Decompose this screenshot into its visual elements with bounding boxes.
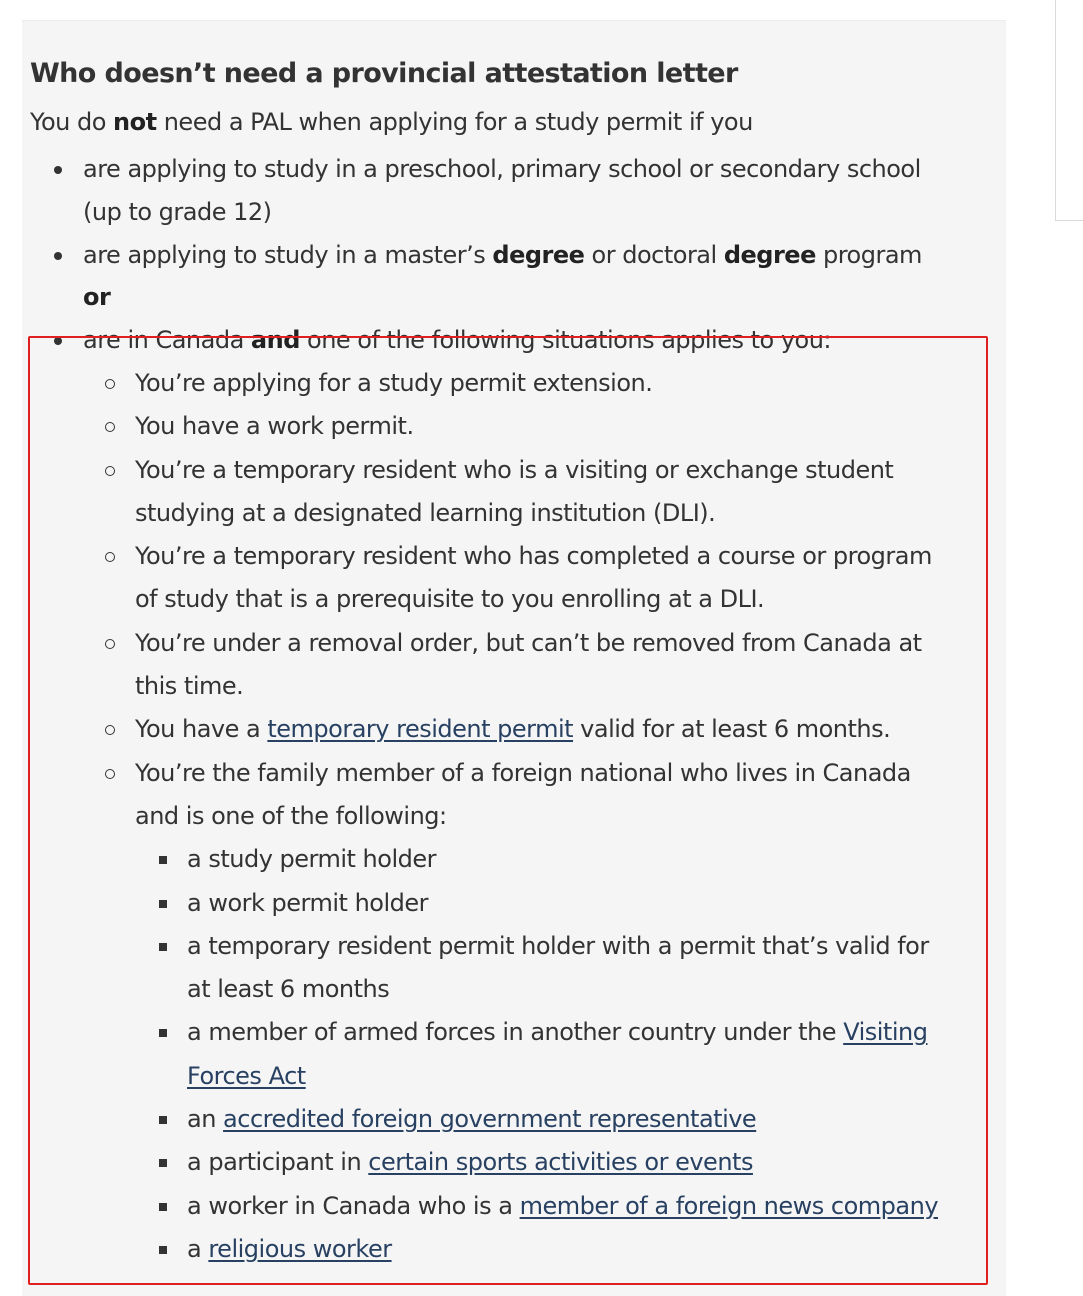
item-text [83,276,990,319]
text-part: or doctoral [584,240,724,269]
item-text: You’re a temporary resident who is a visiting or exchange student [135,455,894,484]
bullet-dot-icon [54,337,62,345]
item-text: this time. [135,672,244,701]
text-part: a [187,1234,209,1263]
circle-bullet-icon [105,422,115,432]
text-part: are applying to study in a master’s [83,240,493,269]
family-member-list [135,838,990,1271]
circle-bullet-icon [105,466,115,476]
text-part: a worker in Canada who is a [187,1191,520,1220]
text-part: a participant in [187,1148,369,1177]
situation-item [83,362,990,405]
item-text: a temporary resident permit holder with a permit that’s valid for [187,931,929,960]
situation-item [83,708,990,751]
intro-strong: not [113,108,157,136]
square-bullet-icon [159,1203,167,1211]
section-heading: Who doesn’t need a provincial attestation letter [30,58,738,89]
intro-after: need a PAL when applying for a study permit if you [156,108,753,136]
item-text [83,319,990,362]
item-text: You have a work permit. [135,412,414,441]
list-item-in-canada [30,319,990,1271]
text-part: valid for at least 6 months. [573,715,891,744]
item-text: of study that is a prerequisite to you enrolling at a DLI. [135,585,765,614]
square-bullet-icon [159,1029,167,1037]
intro-text [30,106,990,138]
item-text: You’re the family member of a foreign national who lives in Canada [135,758,911,787]
circle-bullet-icon [105,639,115,649]
family-item [135,1011,990,1098]
intro-before: You do [30,108,114,136]
item-text: a study permit holder [187,845,436,874]
item-text: You’re under a removal order, but can’t be removed from Canada at [135,628,922,657]
square-bullet-icon [159,900,167,908]
accredited-representative-link[interactable]: accredited foreign government representative [223,1105,757,1134]
item-text: are applying to study in a preschool, primary school or secondary school [83,155,921,183]
item-text: (up to grade 12) [83,197,272,226]
list-item-preschool [30,148,990,234]
item-text: studying at a designated learning institution (DLI). [135,498,716,527]
situations-list [83,362,990,1271]
family-item [135,838,990,881]
family-item [135,1098,990,1141]
foreign-news-company-link[interactable]: member of a foreign news company [519,1191,939,1220]
bullet-dot-icon [54,252,62,260]
family-item [135,1141,990,1184]
situation-item [83,449,990,536]
circle-bullet-icon [105,379,115,389]
item-text [83,234,990,277]
strong-or: or [83,283,111,312]
family-item [135,1228,990,1271]
requirement-list [30,148,990,1271]
square-bullet-icon [159,943,167,951]
square-bullet-icon [159,1116,167,1124]
strong-degree: degree [492,240,585,269]
circle-bullet-icon [105,552,115,562]
side-frame [1055,0,1083,221]
text-part: one of the following situations applies to you: [299,326,832,355]
situation-item [83,405,990,448]
circle-bullet-icon [105,769,115,779]
item-text: and is one of the following: [135,801,447,830]
content [30,56,990,1271]
square-bullet-icon [159,856,167,864]
item-text [187,1192,938,1220]
situation-item [83,752,990,1272]
text-part: You have a [135,715,268,744]
sports-activities-link[interactable]: certain sports activities or events [368,1148,753,1177]
circle-bullet-icon [105,725,115,735]
visiting-forces-act-link[interactable]: Visiting [843,1018,928,1047]
square-bullet-icon [159,1159,167,1167]
text-part: a member of armed forces in another country under the [187,1018,844,1047]
text-part: program [815,240,922,269]
square-bullet-icon [159,1246,167,1254]
item-text [187,1011,990,1054]
temporary-resident-permit-link[interactable]: temporary resident permit [267,715,574,744]
religious-worker-link[interactable]: religious worker [208,1234,392,1263]
situation-item [83,622,990,709]
situation-item [83,535,990,622]
text-part: an [187,1105,224,1134]
visiting-forces-act-link[interactable]: Forces Act [187,1061,306,1090]
item-text [135,715,890,743]
item-text: You’re applying for a study permit extension. [135,368,653,397]
item-text [187,1055,990,1098]
item-text: at least 6 months [187,975,390,1004]
strong-and: and [250,326,300,355]
item-text: a work permit holder [187,888,429,917]
strong-degree: degree [723,240,816,269]
bullet-dot-icon [54,166,62,174]
family-item [135,925,990,1012]
text-part: are in Canada [83,326,251,355]
family-item [135,882,990,925]
item-text: You’re a temporary resident who has completed a course or program [135,542,932,571]
family-item [135,1185,990,1228]
list-item-masters [30,234,990,320]
